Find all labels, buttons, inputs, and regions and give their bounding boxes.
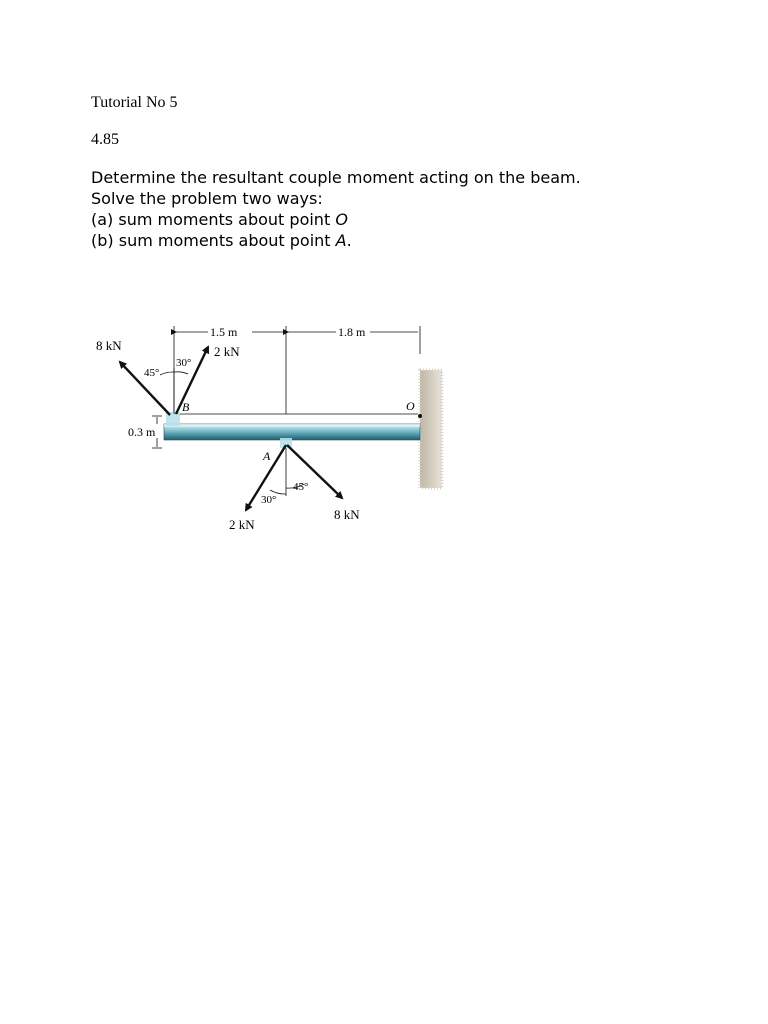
part-b-point: A bbox=[335, 231, 347, 250]
tutorial-heading: Tutorial No 5 bbox=[91, 94, 178, 111]
question-part-b bbox=[91, 230, 711, 251]
angle-45-top-label: 45° bbox=[144, 367, 160, 379]
beam bbox=[164, 412, 422, 448]
dim-height-label: 0.3 m bbox=[128, 425, 156, 439]
angle-30-bottom-label: 30° bbox=[261, 494, 277, 506]
point-o-label: O bbox=[406, 399, 415, 413]
problem-number: 4.85 bbox=[91, 131, 119, 148]
question-line-1: Determine the resultant couple moment acting on the beam. bbox=[91, 168, 581, 187]
wall-support bbox=[420, 370, 442, 488]
force-8kn-left-label: 8 kN bbox=[96, 338, 122, 353]
part-a-text: (a) sum moments about point bbox=[91, 210, 336, 229]
part-a-point: O bbox=[335, 210, 348, 229]
point-a-label: A bbox=[263, 449, 271, 463]
point-b-label: B bbox=[182, 400, 190, 414]
angle-30-top-label: 30° bbox=[176, 357, 192, 369]
problem-statement bbox=[91, 167, 711, 251]
beam-figure bbox=[90, 318, 460, 548]
force-2kn-top-label: 2 kN bbox=[214, 344, 240, 359]
force-2kn-bottom-label: 2 kN bbox=[229, 517, 255, 532]
question-part-a bbox=[91, 209, 711, 230]
question-line-2: Solve the problem two ways: bbox=[91, 189, 323, 208]
force-8kn-right-label: 8 kN bbox=[334, 507, 360, 522]
angle-45-bottom-label: 45° bbox=[293, 481, 309, 493]
part-b-end: . bbox=[346, 231, 352, 250]
dim-1-label: 1.5 m bbox=[210, 325, 238, 339]
part-b-text: (b) sum moments about point bbox=[91, 231, 336, 250]
dim-2-label: 1.8 m bbox=[338, 325, 366, 339]
